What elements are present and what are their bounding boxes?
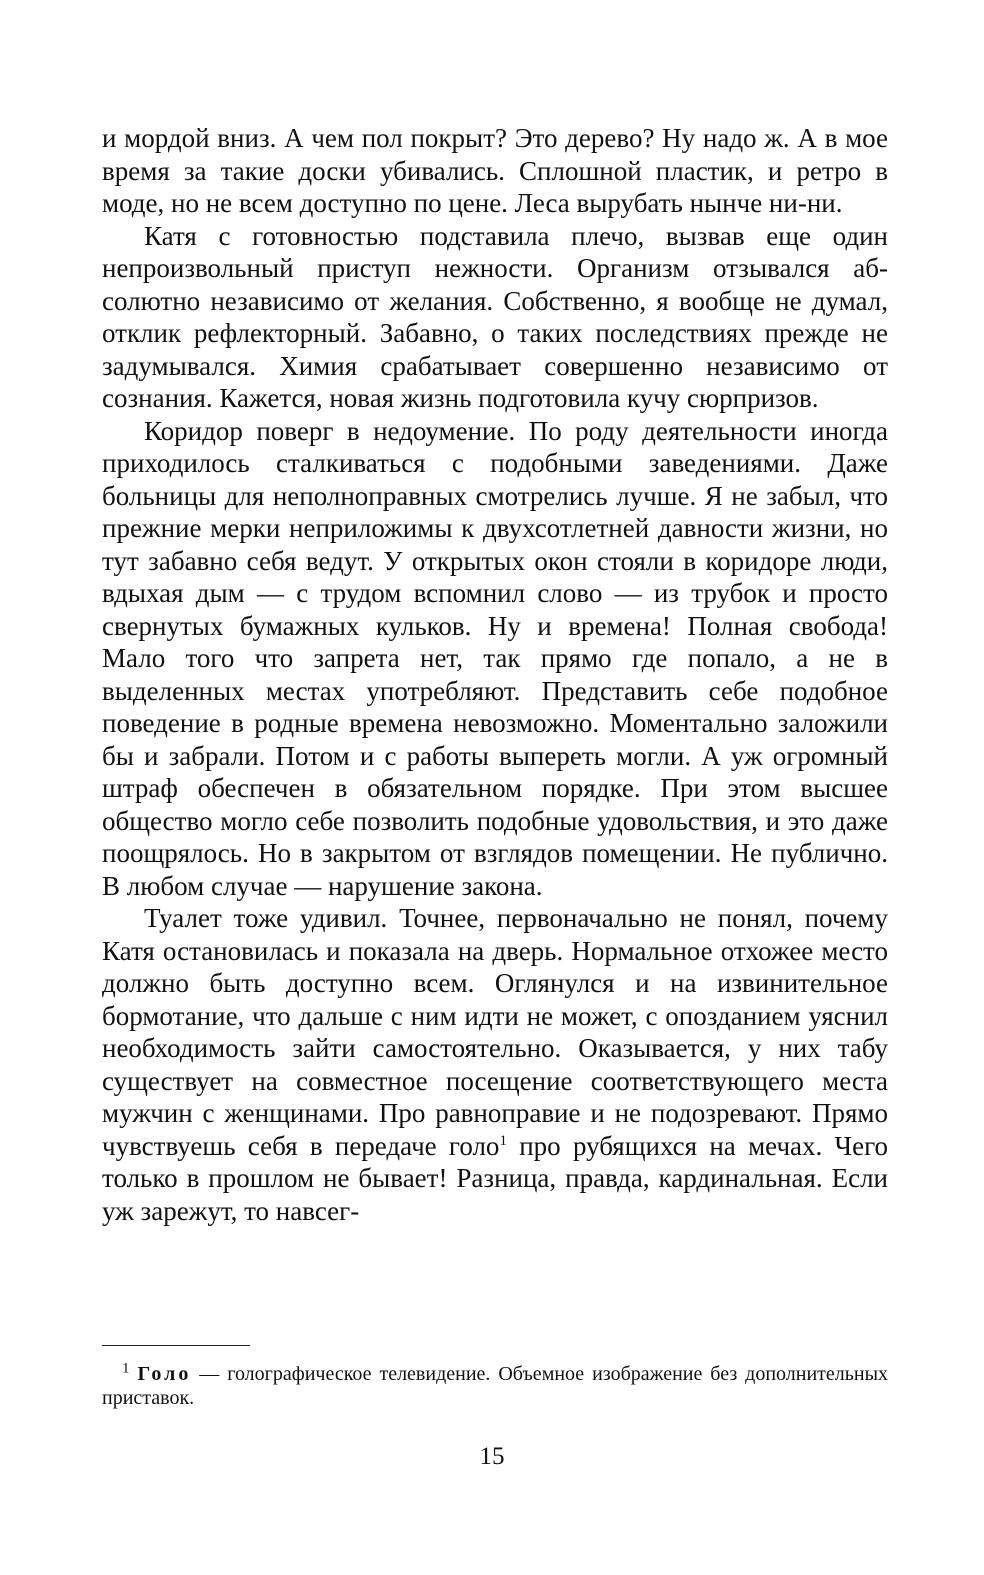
footnote-divider: [102, 1345, 250, 1346]
paragraph-toilet-text-after: про рубящихся на мечах. Чего только в прошлом не бывает! Разница, правда, кардинальная. Если уж зарежут, то навсег-: [102, 1130, 888, 1226]
footnote-text: — голографическое телевидение. Объемное изображение без дополнительных приставок.: [102, 1363, 889, 1409]
footnote-term: Голо: [137, 1363, 192, 1385]
footnote: [102, 1362, 888, 1410]
paragraph-toilet-text-before: Туалет тоже удивил. Точнее, первоначально не понял, почему Катя остановилась и показала на дверь. Нормальное отхожее место должно быть доступно всем. Оглянулся и на извинительное бормотание, что дальше с ним идти не может, с опозданием уяснил необходимость зайти самостоятельно. Оказывается, у них табу существует на совместное посещение соответствующего места мужчин с женщинами. Про равноправие и не подозревают. Прямо чувствуешь себя в передаче голо: [102, 903, 888, 1161]
paragraph-toilet: [102, 902, 888, 1227]
footnote-number: 1: [122, 1360, 130, 1377]
paragraph-katya: Катя с готовностью подставила плечо, вызвав еще один непроизвольный приступ нежности. Организм отзывался абсолютно независимо от желания. Собственно, я вообще не думал, отклик рефлекторный. Забавно, о таких последствиях прежде не задумывался. Химия срабатывает совершенно независимо от сознания. Кажется, новая жизнь подготовила кучу сюрпризов.: [102, 220, 888, 413]
page-number: 15: [479, 1443, 505, 1470]
paragraph-corridor: Коридор поверг в недоумение. По роду деятельности иногда приходилось сталкиваться с подобными заведениями. Даже больницы для неполноправных смотрелись лучше. Я не забыл, что прежние мерки неприложимы к двухсотлетней давности жизни, но тут забавно себя ведут. У открытых окон стояли в коридоре люди, вдыхая дым — с трудом вспомнил слово — из трубок и просто свернутых бумажных кульков. Ну и времена! Полная свобода! Мало того что запрета нет, так прямо где попало, а не в выделенных местах употребляют. Представить себе подобное поведение в родные времена невозможно. Моментально заложили бы и забрали. Потом и с работы выпереть могли. А уж огромный штраф обеспечен в обязательном порядке. При этом высшее общество могло себе позволить подобные удовольствия, и это даже поощрялось. Но в закрытом от взглядов помещении. Не публично. В любом случае — нарушение закона.: [102, 415, 888, 901]
page-body: [102, 122, 888, 1227]
paragraph-continuation: и мордой вниз. А чем пол покрыт? Это дерево? Ну надо ж. А в мое время за такие доски убивались. Сплошной пластик, и ретро в моде, но не всем доступно по цене. Леса вырубать нынче ни-ни.: [102, 123, 888, 218]
footnote-reference-mark: 1: [499, 1132, 507, 1149]
